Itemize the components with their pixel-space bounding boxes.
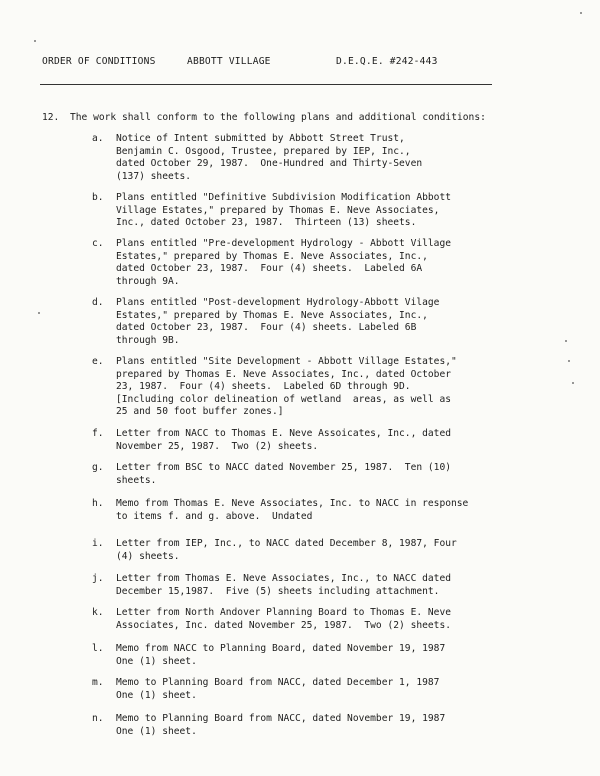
item-text: Letter from North Andover Planning Board to Thomas E. Neve Associates, Inc. dated November 25, 1987. Two (2) sheets. [116, 607, 452, 631]
item-letter: g. [92, 462, 104, 473]
header-project: ABBOTT VILLAGE [187, 56, 271, 67]
scan-speck [572, 382, 574, 384]
header-file-number: D.E.Q.E. #242-443 [336, 56, 438, 67]
item-text: Letter from Thomas E. Neve Associates, Inc., to NACC dated December 15,1987. Five (5) sheets including attachment. [116, 573, 452, 597]
item-letter: m. [92, 677, 104, 688]
item-letter: h. [92, 498, 104, 509]
item-text: Letter from NACC to Thomas E. Neve Assoicates, Inc., dated November 25, 1987. Two (2) sheets. [116, 428, 452, 452]
item-letter: n. [92, 713, 104, 724]
condition-intro [42, 112, 512, 123]
scan-speck [34, 40, 36, 42]
scan-speck [38, 312, 40, 314]
item-text: Letter from IEP, Inc., to NACC dated December 8, 1987, Four (4) sheets. [116, 538, 457, 562]
item-text: Memo to Planning Board from NACC, dated December 1, 1987 One (1) sheet. [116, 677, 440, 701]
item-text: Notice of Intent submitted by Abbott Street Trust, Benjamin C. Osgood, Trustee, prepared by IEP, Inc., dated October 29, 1987. One-Hundred and Thirty-Seven (137) sheets. [116, 133, 423, 182]
condition-number: 12. [42, 112, 60, 123]
item-letter: a. [92, 133, 104, 144]
item-letter: b. [92, 192, 104, 203]
item-letter: e. [92, 356, 104, 367]
item-text: Memo to Planning Board from NACC, dated November 19, 1987 One (1) sheet. [116, 713, 446, 737]
item-letter: d. [92, 297, 104, 308]
item-letter: j. [92, 573, 104, 584]
scan-speck [580, 12, 582, 14]
scan-speck [565, 340, 567, 342]
item-text: Plans entitled "Site Development - Abbott Village Estates," prepared by Thomas E. Neve Associates, Inc., dated October 23, 1987. Four (4) sheets. Labeled 6D through 9D. [Including color delineation of wetland areas, as well as 25 and 50 foot buffer zones.] [116, 356, 457, 417]
header-rule [40, 84, 492, 85]
item-letter: f. [92, 428, 104, 439]
item-text: Plans entitled "Definitive Subdivision Modification Abbott Village Estates," prepared by Thomas E. Neve Associates, Inc., dated October 23, 1987. Thirteen (13) sheets. [116, 192, 452, 228]
scan-speck [568, 360, 570, 362]
item-letter: c. [92, 238, 104, 249]
item-text: Plans entitled "Post-development Hydrology-Abbott Vilage Estates," prepared by Thomas E. Neve Associates, Inc., dated October 23, 1987. Four (4) sheets. Labeled 6B through 9B. [116, 297, 440, 346]
item-text: Memo from Thomas E. Neve Associates, Inc. to NACC in response to items f. and g. above. Undated [116, 498, 469, 522]
item-letter: l. [92, 643, 104, 654]
item-letter: i. [92, 538, 104, 549]
item-text: Memo from NACC to Planning Board, dated November 19, 1987 One (1) sheet. [116, 643, 446, 667]
condition-text: The work shall conform to the following plans and additional conditions: [70, 112, 486, 123]
header-title: ORDER OF CONDITIONS [42, 56, 156, 67]
item-letter: k. [92, 607, 104, 618]
item-text: Plans entitled "Pre-development Hydrology - Abbott Village Estates," prepared by Thomas E. Neve Associates, Inc., dated October 23, 1987. Four (4) sheets. Labeled 6A through 9A. [116, 238, 452, 287]
item-text: Letter from BSC to NACC dated November 25, 1987. Ten (10) sheets. [116, 462, 452, 486]
